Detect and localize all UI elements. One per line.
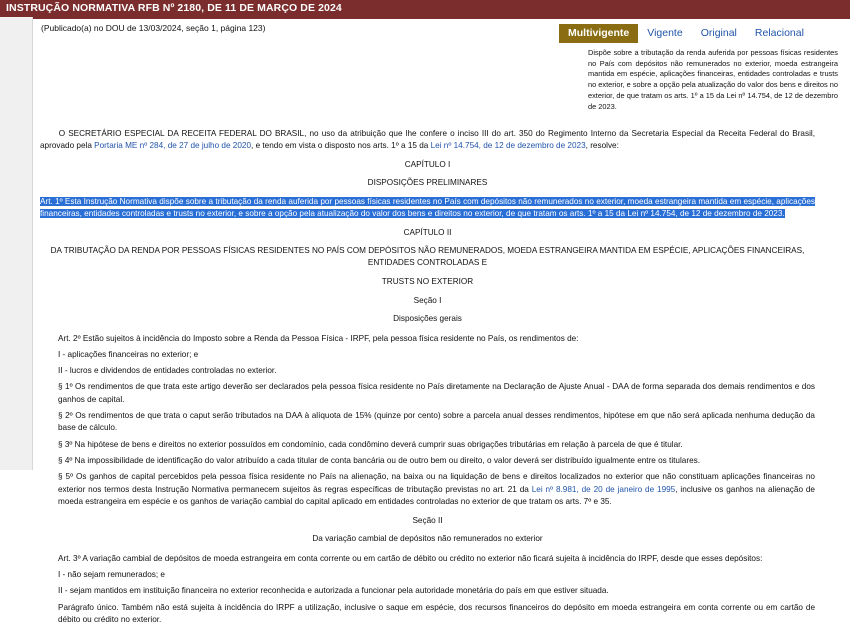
article-3-item-ii: II - sejam mantidos em instituição financeira no exterior reconhecida e autorizada a funcionar pela autoridade monetária do país em que estiver situada. <box>58 586 609 596</box>
article-2-item-i: I - aplicações financeiras no exterior; e <box>58 349 199 359</box>
section-2-heading: Seção II <box>412 516 443 526</box>
tab-multivigente[interactable]: Multivigente <box>559 24 638 43</box>
tab-vigente[interactable]: Vigente <box>647 27 683 39</box>
article-2-item-ii: II - lucros e dividendos de entidades controladas no exterior. <box>58 366 277 376</box>
dou-publication-line: (Publicado(a) no DOU de 13/03/2024, seção 1, página 123) <box>41 23 266 33</box>
link-lei-14754[interactable]: Lei nº 14.754, de 12 de dezembro de 2023 <box>430 141 586 151</box>
article-2-paragraph-5-part-2: , inclusive os ganhos na alienação de moeda estrangeira em espécie e os ganhos de variação cambial do capital aplicado em entidades controladas no exterior de que tratam os arts. 7º e 35. <box>58 484 815 506</box>
section-1-subheading: Disposições gerais <box>393 314 462 324</box>
preamble-part-2: , e tendo em vista o disposto nos arts. 1º a 15 da <box>251 141 431 151</box>
article-2-paragraph-4: § 4º Na impossibilidade de identificação do valor atribuído a cada titular de conta bancária ou de outro bem ou direito, o valor deverá ser distribuído igualmente entre os titulares. <box>58 455 700 465</box>
tab-original[interactable]: Original <box>700 27 737 39</box>
article-3-sole-paragraph: Parágrafo único. Também não está sujeita à incidência do IRPF a utilização, inclusive o saque em espécie, dos recursos financeiros do depósito em moeda estrangeira em conta corrente ou em cartão de débito ou crédito no exterior. <box>58 602 815 624</box>
article-2-paragraph-5 <box>40 471 815 508</box>
document-body <box>40 128 815 630</box>
article-2-paragraph-5-part-1: § 5º Os ganhos de capital percebidos pela pessoa física residente no País na alienação, na baixa ou na liquidação de bens e direitos localizados no exterior que não constituam aplicações financeiras no exterior nos termos desta Instrução Normativa permanecem sujeitos às regras específicas de tributação previstas no art. 21 da <box>58 472 815 494</box>
chapter-2-subheading-line1: DA TRIBUTAÇÃO DA RENDA POR PESSOAS FÍSICAS RESIDENTES NO PAÍS COM DEPÓSITOS NÃO REMUNERADOS, MOEDA ESTRANGEIRA MANTIDA EM ESPÉCIE, APLICAÇÕES FINANCEIRAS, ENTIDADES CONTROLADAS E <box>50 246 805 268</box>
chapter-1-subheading: DISPOSIÇÕES PRELIMINARES <box>367 177 488 187</box>
chapter-2-subheading-line2: TRUSTS NO EXTERIOR <box>381 276 474 286</box>
ementa-text: Dispõe sobre a tributação da renda auferida por pessoas físicas residentes no País com depósitos não remunerados no exterior, moeda estrangeira mantida em espécie, aplicações financeiras, entidades controladas e trusts no exterior, e sobre a opção pela atualização do valor dos bens e direitos no exterior, de que tratam os arts. 1º a 15 da Lei nº 14.754, de 12 de dezembro de 2023. <box>588 48 838 111</box>
section-2-subheading: Da variação cambial de depósitos não remunerados no exterior <box>312 534 543 544</box>
view-tabs <box>559 24 813 43</box>
article-3-item-i: I - não sejam remunerados; e <box>58 570 165 580</box>
section-1-heading: Seção I <box>413 295 442 305</box>
article-2-paragraph-1: § 1º Os rendimentos de que trata este artigo deverão ser declarados pela pessoa física residente no País diretamente na Declaração de Ajuste Anual - DAA de forma separada dos demais rendimentos e dos ganhos de capital. <box>58 382 815 404</box>
chapter-1-heading: CAPÍTULO I <box>404 159 451 169</box>
article-3-caput: Art. 3º A variação cambial de depósitos de moeda estrangeira em conta corrente ou em cartão de débito ou crédito no exterior não ficará sujeita à incidência do IRPF, desde que esses depósitos: <box>58 553 763 563</box>
preamble-part-3: , resolve: <box>585 141 619 151</box>
preamble-part-1: O SECRETÁRIO ESPECIAL DA RECEITA FEDERAL DO BRASIL, no uso da atribuição que lhe confere o inciso III do art. 350 do Regimento Interno da Secretaria Especial da Receita Federal do Brasil, aprovado pela <box>40 129 815 151</box>
chapter-2-heading: CAPÍTULO II <box>403 227 452 237</box>
article-1-highlighted <box>40 196 815 221</box>
document-title-bar <box>0 0 850 19</box>
article-2-paragraph-2: § 2º Os rendimentos de que trata o caput serão tributados na DAA à alíquota de 15% (quinze por cento) sobre a parcela anual desses rendimentos, hipótese em que não será aplicada nenhuma dedução da base de cálculo. <box>58 411 815 433</box>
preamble-paragraph <box>40 128 815 153</box>
article-2-paragraph-3: § 3º Na hipótese de bens e direitos no exterior possuídos em condomínio, cada condômino deverá cumprir suas obrigações tributárias em relação à parcela de que é titular. <box>58 439 683 449</box>
link-portaria-me-284[interactable]: Portaria ME nº 284, de 27 de julho de 2020 <box>94 141 252 151</box>
link-lei-8981[interactable]: Lei nº 8.981, de 20 de janeiro de 1995 <box>531 484 676 494</box>
article-2-caput: Art. 2º Estão sujeitos à incidência do Imposto sobre a Renda da Pessoa Física - IRPF, pela pessoa física residente no País, os rendimentos de: <box>58 333 579 343</box>
page-title: INSTRUÇÃO NORMATIVA RFB Nº 2180, DE 11 DE MARÇO DE 2024 <box>6 2 342 14</box>
left-rail <box>0 17 33 470</box>
tab-relacional[interactable]: Relacional <box>754 27 804 39</box>
article-1-text: Art. 1º Esta Instrução Normativa dispõe sobre a tributação da renda auferida por pessoas físicas residentes no País com depósitos não remunerados no exterior, moeda estrangeira mantida em espécie, aplicações financeiras, entidades controladas e trusts no exterior, e sobre a opção pela atualização do valor dos bens e direitos no exterior, de que tratam os arts. 1º a 15 da Lei nº 14.754, de 12 de dezembro de 2023. <box>40 197 815 219</box>
